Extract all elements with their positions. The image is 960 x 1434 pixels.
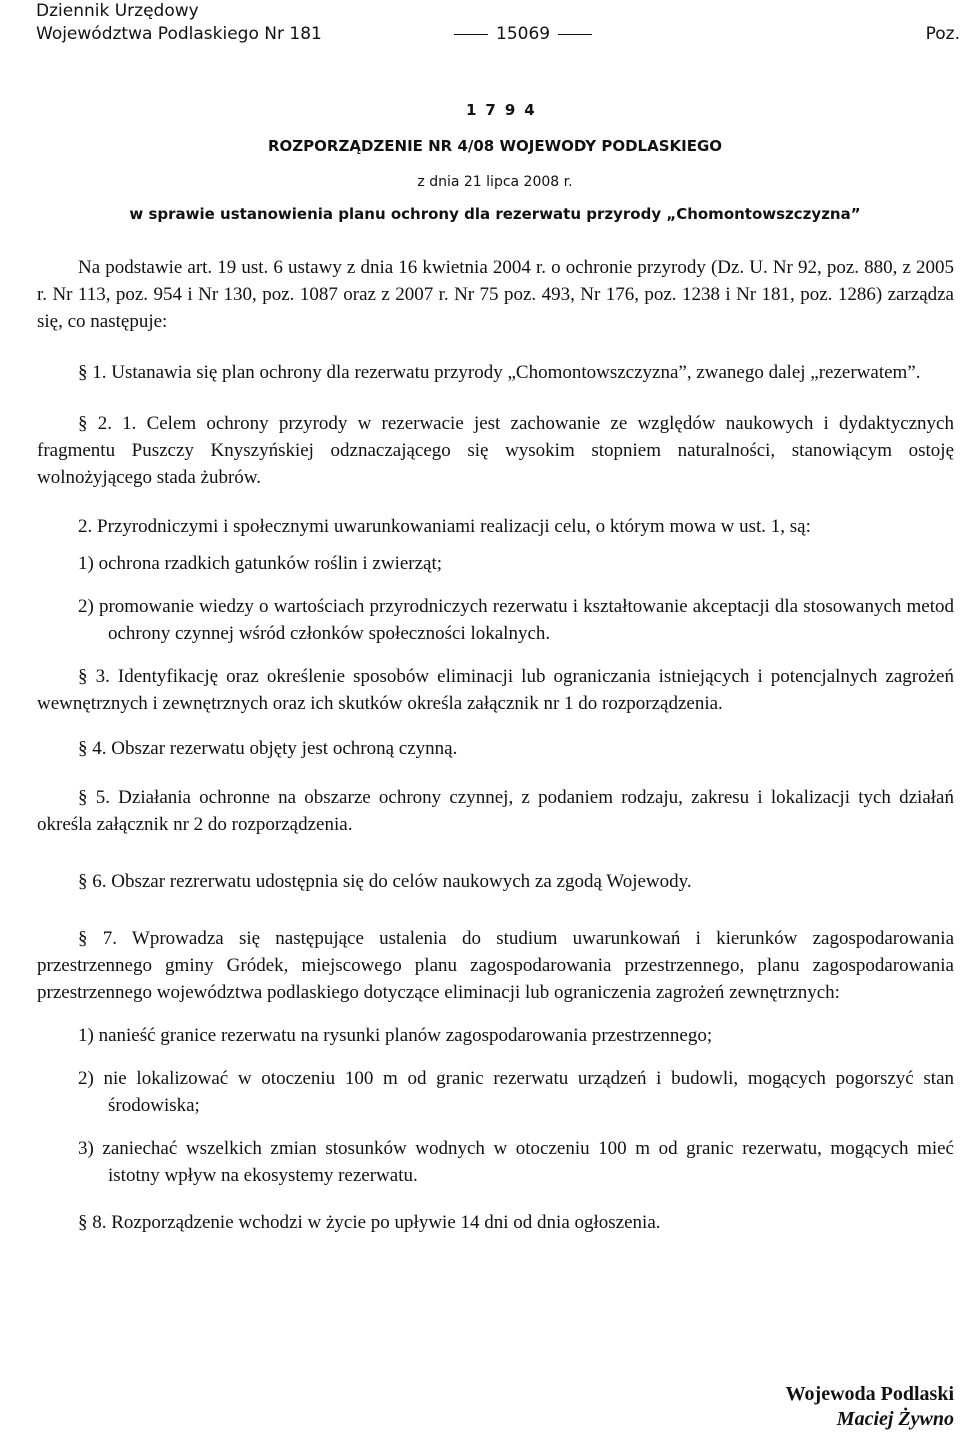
- journal-title-line2: Województwa Podlaskiego Nr 181: [36, 24, 322, 44]
- section-2-item-2: 2) promowanie wiedzy o wartościach przyrodniczych rezerwatu i kształtowanie akceptacji dla stosowanych metod ochrony czynnej wśród członków społeczności lokalnych.: [78, 596, 954, 644]
- dash-left: [454, 34, 488, 35]
- regulation-subject: w sprawie ustanowienia planu ochrony dla rezerwatu przyrody „Chomontowszczyzna”: [129, 205, 861, 223]
- regulation-heading: ROZPORZĄDZENIE NR 4/08 WOJEWODY PODLASKIEGO: [267, 137, 723, 155]
- section-8: § 8. Rozporządzenie wchodzi w życie po upływie 14 dni od dnia ogłoszenia.: [78, 1212, 661, 1233]
- section-1: § 1. Ustanawia się plan ochrony dla rezerwatu przyrody „Chomontowszczyzna”, zwanego dalej „rezerwatem”.: [78, 362, 921, 383]
- page-header: [36, 0, 960, 46]
- section-7-item-3: 3) zaniechać wszelkich zmian stosunków wodnych w otoczeniu 100 m od granic rezerwatu, mogących mieć istotny wpływ na ekosystemy rezerwatu.: [78, 1138, 954, 1186]
- section-5: § 5. Działania ochronne na obszarze ochrony czynnej, z podaniem rodzaju, zakresu i lokalizacji tych działań określa załącznik nr 2 do rozporządzenia.: [37, 787, 954, 835]
- section-2-item-1: 1) ochrona rzadkich gatunków roślin i zwierząt;: [78, 553, 443, 574]
- title-block: [36, 100, 954, 224]
- page-number-value: 15069: [496, 24, 551, 44]
- section-4: § 4. Obszar rezerwatu objęty jest ochroną czynną.: [78, 738, 458, 759]
- section-7-item-2: 2) nie lokalizować w otoczeniu 100 m od granic rezerwatu urządzeń i budowli, mogących pogorszyć stan środowiska;: [78, 1068, 954, 1116]
- page-number: [446, 23, 600, 46]
- section-7: § 7. Wprowadza się następujące ustalenia do studium uwarunkowań i kierunków zagospodarowania przestrzennego gminy Gródek, miejscowego planu zagospodarowania przestrzennego, planu zagospodarowania przestrzennego województwa podlaskiego dotyczące eliminacji lub ograniczenia zagrożeń zewnętrznych:: [37, 928, 954, 1003]
- section-3: § 3. Identyfikację oraz określenie sposobów eliminacji lub ograniczania istniejących i potencjalnych zagrożeń wewnętrznych i zewnętrznych oraz ich skutków określa załącznik nr 1 do rozporządzenia.: [37, 666, 954, 714]
- dash-right: [558, 34, 592, 35]
- preamble: Na podstawie art. 19 ust. 6 ustawy z dnia 16 kwietnia 2004 r. o ochronie przyrody (Dz. U. Nr 92, poz. 880, z 2005 r. Nr 113, poz. 954 i Nr 130, poz. 1087 oraz z 2007 r. Nr 75 poz. 493, Nr 176, poz. 1238 i Nr 181, poz. 1286) zarządza się, co następuje:: [37, 257, 954, 332]
- position-number: 1794: [466, 101, 544, 119]
- signature-name: Maciej Żywno: [836, 1408, 954, 1430]
- position-label: Poz.: [925, 24, 960, 44]
- journal-title-line1: Dziennik Urzędowy: [36, 1, 199, 21]
- section-6: § 6. Obszar rezrerwatu udostępnia się do celów naukowych za zgodą Wojewody.: [78, 871, 692, 892]
- document-body: [37, 254, 954, 1236]
- section-2-1: § 2. 1. Celem ochrony przyrody w rezerwacie jest zachowanie ze względów naukowych i dydaktycznych fragmentu Puszczy Knyszyńskiej odznaczającego się wysokim stopniem naturalności, stanowiącym ostoję wolnożyjącego stada żubrów.: [37, 413, 954, 488]
- regulation-date: z dnia 21 lipca 2008 r.: [417, 174, 573, 190]
- journal-title: [36, 0, 322, 46]
- signature-title: Wojewoda Podlaski: [785, 1383, 954, 1405]
- section-7-item-1: 1) nanieść granice rezerwatu na rysunki planów zagospodarowania przestrzennego;: [78, 1025, 713, 1046]
- signature-block: [786, 1382, 954, 1432]
- section-2-2: 2. Przyrodniczymi i społecznymi uwarunkowaniami realizacji celu, o którym mowa w ust. 1, są:: [78, 516, 811, 537]
